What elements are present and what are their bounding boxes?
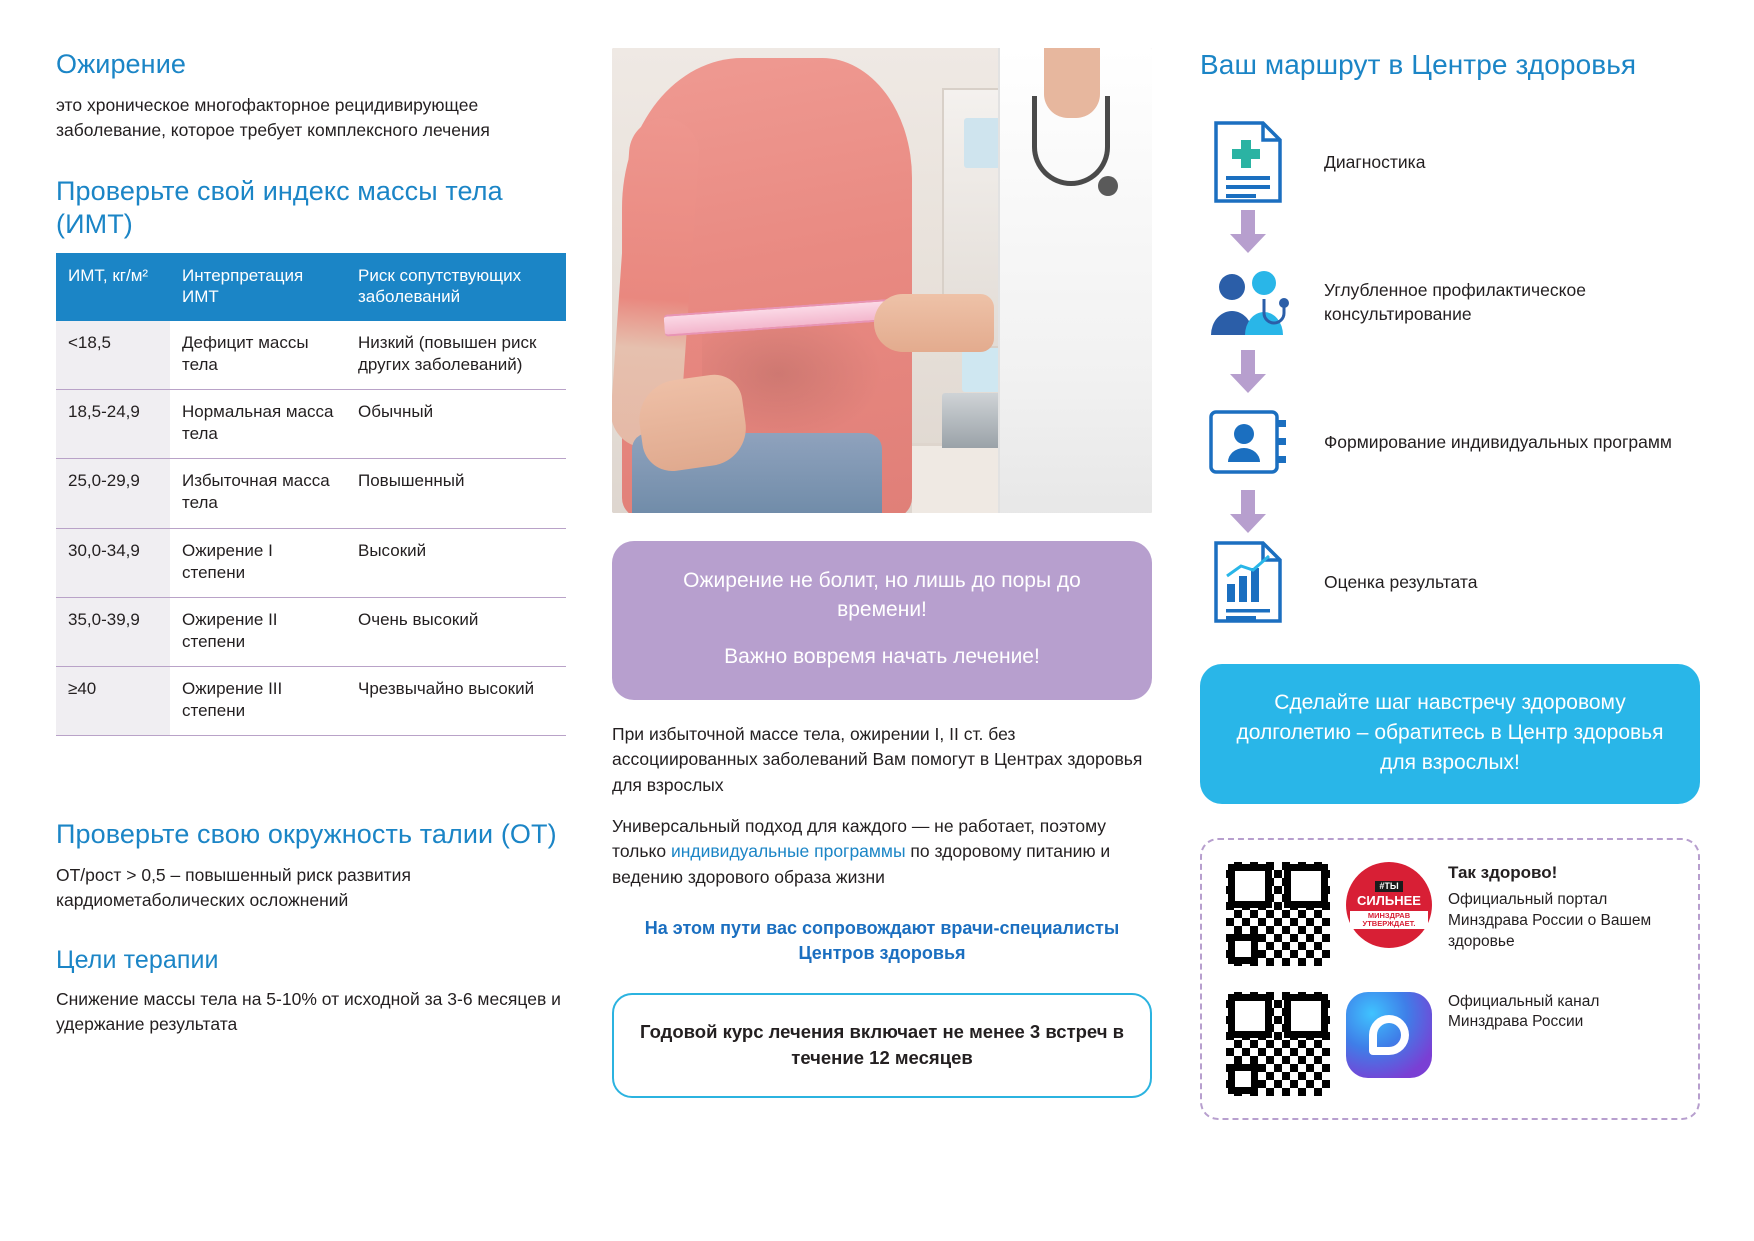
bmi-cell-value: <18,5	[56, 321, 170, 390]
qr-item-text	[1448, 862, 1678, 953]
warning-line-1: Ожирение не болит, но лишь до поры до времени!	[683, 569, 1081, 621]
bmi-header-imt: ИМТ, кг/м²	[56, 253, 170, 322]
consultation-people-icon	[1200, 265, 1296, 339]
table-row	[56, 597, 566, 666]
route-step-label: Формирование индивидуальных программ	[1324, 432, 1672, 453]
badge-line-1: #ТЫ	[1375, 881, 1402, 892]
qr-panel	[1200, 838, 1700, 1120]
bmi-cell-risk: Низкий (повышен риск других заболеваний)	[346, 321, 566, 390]
chart-report-icon	[1200, 540, 1296, 624]
bmi-cell-interpretation: Дефицит массы тела	[170, 321, 346, 390]
waist-description: ОТ/рост > 0,5 – повышенный риск развития кардиометаболических осложнений	[56, 865, 411, 910]
ty-silnee-badge	[1346, 862, 1432, 948]
left-column	[56, 48, 576, 1051]
middle-notes	[612, 722, 1152, 890]
id-card-icon	[1200, 406, 1296, 478]
table-row	[56, 390, 566, 459]
document-plus-icon	[1200, 120, 1296, 204]
warning-line-2: Важно вовремя начать лечение!	[724, 644, 1040, 668]
patient-photo	[612, 48, 1152, 513]
qr-item-text	[1448, 992, 1678, 1034]
bmi-cell-risk: Чрезвычайно высокий	[346, 666, 566, 735]
note-individual-programs	[612, 814, 1152, 890]
bmi-cell-value: 18,5-24,9	[56, 390, 170, 459]
route-steps-list	[1200, 116, 1700, 628]
note-centers: При избыточной массе тела, ожирении I, II ст. без ассоциированных заболеваний Вам помогут в Центрах здоровья для взрослых	[612, 723, 1143, 795]
photo-doctor-hand	[874, 294, 994, 352]
bmi-cell-interpretation: Ожирение III степени	[170, 666, 346, 735]
specialists-note: На этом пути вас сопровождают врачи-специалисты Центров здоровья	[644, 918, 1120, 964]
bmi-header-risk: Риск сопутствующих заболеваний	[346, 253, 566, 322]
route-step-label: Диагностика	[1324, 152, 1426, 173]
stethoscope-icon	[1032, 96, 1110, 186]
qr-item-description: Официальный портал Минздрава России о Вашем здоровье	[1448, 891, 1652, 950]
bmi-title: Проверьте свой индекс массы тела (ИМТ)	[56, 175, 503, 239]
goals-description: Снижение массы тела на 5-10% от исходной за 3-6 месяцев и удержание результата	[56, 989, 561, 1035]
qr-code-takzdorovo[interactable]	[1226, 862, 1330, 966]
note-part-2: по здоровому питанию и ведению здорового образа жизни	[612, 841, 1111, 887]
bmi-table	[56, 253, 566, 737]
obesity-description: это хроническое многофакторное рецидивирующее заболевание, которое требует комплексного лечения	[56, 94, 490, 140]
bmi-cell-interpretation: Ожирение I степени	[170, 528, 346, 597]
table-row	[56, 459, 566, 528]
note-part-1: Универсальный подход для каждого — не работает, поэтому только	[612, 816, 1107, 862]
qr-item-channel	[1226, 992, 1678, 1096]
qr-item-takzdorovo	[1226, 862, 1678, 966]
bmi-cell-risk: Обычный	[346, 390, 566, 459]
call-to-action-box: Сделайте шаг навстречу здоровому долголетию – обратитесь в Центр здоровья для взрослых!	[1200, 664, 1700, 803]
bmi-cell-interpretation: Нормальная масса тела	[170, 390, 346, 459]
route-step-result	[1200, 536, 1700, 628]
route-step-diagnostics	[1200, 116, 1700, 208]
obesity-title: Ожирение	[56, 49, 186, 79]
route-step-label: Углубленное профилактическое консультирование	[1324, 280, 1586, 325]
bmi-cell-value: 30,0-34,9	[56, 528, 170, 597]
qr-item-description: Официальный канал Минздрава России	[1448, 992, 1600, 1031]
middle-column	[612, 48, 1152, 1098]
stethoscope-head-icon	[1098, 176, 1118, 196]
bmi-cell-risk: Очень высокий	[346, 597, 566, 666]
bmi-cell-interpretation: Избыточная масса тела	[170, 459, 346, 528]
bmi-header-interpretation: Интерпретация ИМТ	[170, 253, 346, 322]
note-highlight: индивидуальные программы	[670, 841, 906, 862]
app-glyph-icon	[1369, 1015, 1409, 1055]
table-row	[56, 666, 566, 735]
down-arrow-icon	[1200, 348, 1296, 396]
badge-line-3: МИНЗДРАВ УТВЕРЖДАЕТ.	[1350, 911, 1428, 929]
route-title: Ваш маршрут в Центре здоровья	[1200, 49, 1637, 80]
qr-code-channel[interactable]	[1226, 992, 1330, 1096]
max-app-badge	[1346, 992, 1432, 1078]
bmi-cell-risk: Высокий	[346, 528, 566, 597]
bmi-table-header-row	[56, 253, 566, 322]
right-column	[1200, 48, 1700, 1120]
down-arrow-icon	[1200, 488, 1296, 536]
route-step-label: Оценка результата	[1324, 572, 1478, 593]
bmi-cell-interpretation: Ожирение II степени	[170, 597, 346, 666]
goals-title: Цели терапии	[56, 945, 219, 974]
table-row	[56, 321, 566, 390]
waist-title: Проверьте свою окружность талии (ОТ)	[56, 819, 557, 850]
course-info-box: Годовой курс лечения включает не менее 3 встреч в течение 12 месяцев	[612, 993, 1152, 1099]
route-step-programs	[1200, 396, 1700, 488]
qr-item-title: Так здорово!	[1448, 862, 1558, 882]
badge-line-2: СИЛЬНЕЕ	[1357, 893, 1421, 909]
down-arrow-icon	[1200, 208, 1296, 256]
bmi-cell-risk: Повышенный	[346, 459, 566, 528]
warning-callout	[612, 541, 1152, 700]
route-step-consultation	[1200, 256, 1700, 348]
table-row	[56, 528, 566, 597]
bmi-cell-value: 25,0-29,9	[56, 459, 170, 528]
bmi-cell-value: 35,0-39,9	[56, 597, 170, 666]
bmi-cell-value: ≥40	[56, 666, 170, 735]
